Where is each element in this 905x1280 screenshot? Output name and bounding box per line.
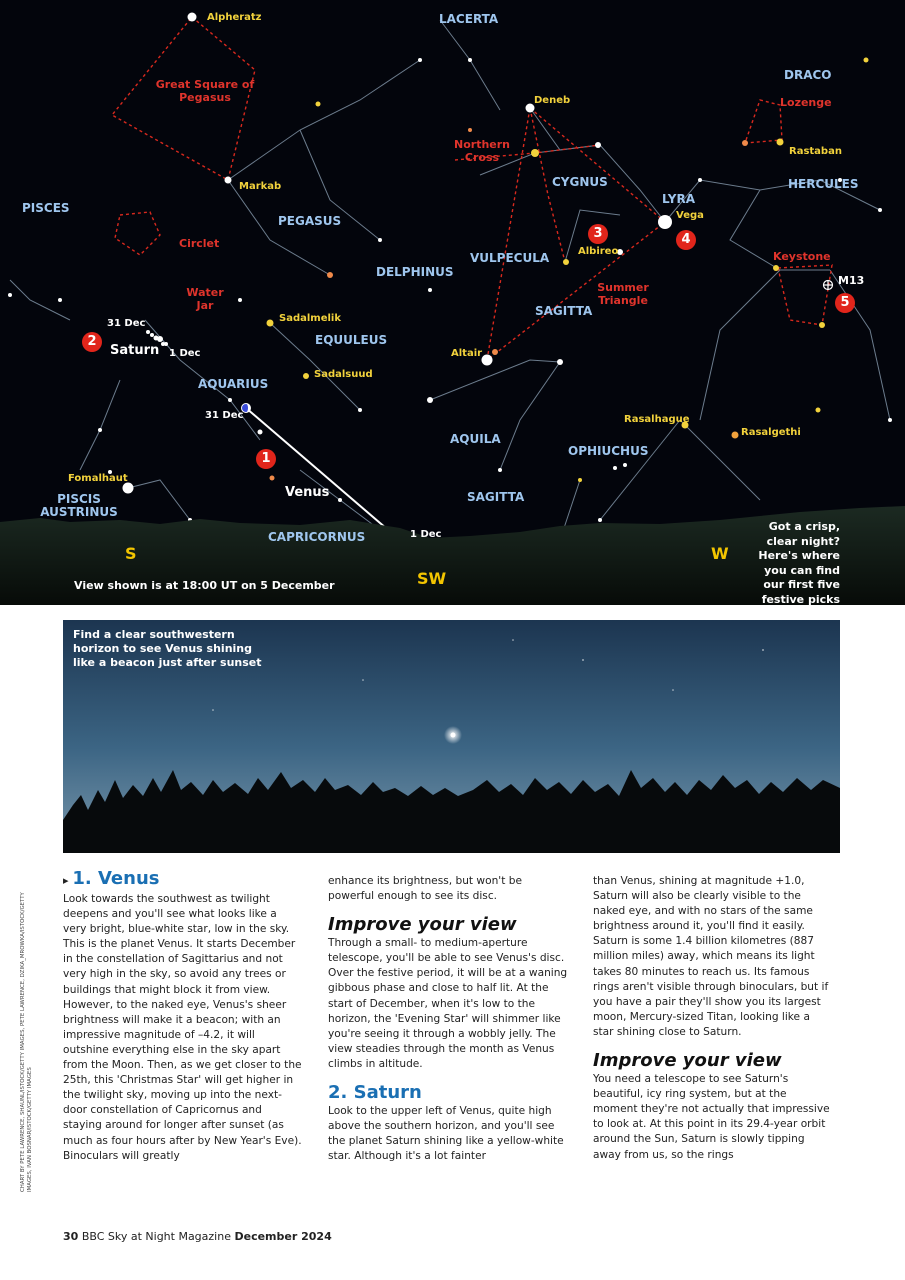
star-sadalsuud: Sadalsuud [314, 369, 373, 380]
asterism-circlet: Circlet [179, 237, 220, 250]
saturn-improve-heading: Improve your view [593, 1050, 782, 1072]
constellation-sagitta-lower: SAGITTA [467, 490, 525, 504]
star-altair: Altair [451, 348, 483, 359]
constellation-sagitta: SAGITTA [535, 304, 593, 318]
star-rasalgethi: Rasalgethi [741, 427, 801, 438]
twilight-photo [63, 620, 840, 853]
chart-caption: View shown is at 18:00 UT on 5 December [74, 579, 335, 592]
issue-date: December 2024 [234, 1230, 332, 1243]
constellation-pegasus: PEGASUS [278, 214, 342, 228]
saturn-body-continued: than Venus, shining at magnitude +1.0, Saturn will also be clearly visible to the naked eye, and with no stars of the same brightness around it, you'll find it easily. Saturn is some 1.4 billion kilometres (887 million miles) away, which means its light takes 80 minutes to reach us. Its famous rings aren't visible through binoculars, but if you have a pair they'll show you its largest moon, Mercury-sized Titan, looking like a star shining close to Saturn. [593, 875, 829, 1038]
star-fomalhaut: Fomalhaut [68, 473, 128, 484]
article-column-1 [63, 868, 303, 1164]
marker-1: 1 [256, 449, 276, 469]
constellation-aquila: AQUILA [450, 432, 501, 446]
heading-arrow-icon: ▸ [63, 874, 73, 887]
constellation-piscis-austrinus: PISCIS AUSTRINUS [40, 492, 118, 519]
star-dots [8, 13, 892, 551]
marker-2: 2 [82, 332, 102, 352]
star-albireo: Albireo [578, 246, 619, 257]
venus-heading-text: 1. Venus [72, 868, 160, 889]
star-markab: Markab [239, 181, 282, 192]
star-vega: Vega [676, 210, 704, 221]
compass-s: S [125, 544, 137, 563]
saturn-label: Saturn [110, 343, 160, 358]
saturn-date-start: 31 Dec [107, 318, 146, 329]
star-rasalhague: Rasalhague [624, 414, 690, 425]
saturn-improve-body: You need a telescope to see Saturn's beautiful, icy ring system, but at the moment they're not actually that impressive to look at. At this point in its 29.4-year orbit around the Sun, Saturn is slowly tipping away from us, so the rings [593, 1073, 830, 1161]
saturn-heading: 2. Saturn [328, 1082, 422, 1104]
venus-body-continued: enhance its brightness, but won't be powerful enough to see its disc. [328, 875, 522, 903]
venus-date-start: 31 Dec [205, 410, 244, 421]
article-column-2 [328, 874, 568, 1164]
venus-body: Look towards the southwest as twilight deepens and you'll see what looks like a very bright, blue-white star, low in the sky. This is the planet Venus. It starts December in the constellation of Sagittarius and not very high in the sky, so avoid any trees or buildings that might block it from view. However, to the naked eye, Venus's sheer brightness will make it a beacon; with an impressive magnitude of –4.2, it will outshine everything else in the sky apart from the Moon. Then, as we get closer to the 25th, this 'Christmas Star' will get higher in the twilight sky, moving up into the next-door constellation of Capricornus and staying around for longer after sunset (as much as four hours after by New Year's Eve). Binoculars will greatly [63, 893, 302, 1162]
marker-5: 5 [835, 293, 855, 313]
constellation-capricornus: CAPRICORNUS [268, 530, 366, 544]
constellation-lines [10, 20, 890, 540]
photo-caption: Find a clear southwestern horizon to see Venus shining like a beacon just after sunset [73, 628, 262, 669]
star-deneb: Deneb [534, 95, 571, 106]
constellation-draco: DRACO [784, 68, 832, 82]
compass-w: W [711, 544, 729, 563]
magazine-name: BBC Sky at Night Magazine [81, 1230, 231, 1243]
article-column-3 [593, 874, 833, 1163]
constellation-cygnus: CYGNUS [552, 175, 608, 189]
chart-callout: Got a crisp, clear night? Here's where you can find our first five festive picks [758, 520, 840, 605]
venus-date-end: 1 Dec [410, 529, 442, 540]
constellation-aquarius: AQUARIUS [198, 377, 269, 391]
star-alpheratz: Alpheratz [207, 12, 262, 23]
asterism-keystone: Keystone [773, 250, 831, 263]
asterism-northern-cross: Northern Cross [454, 138, 510, 164]
marker-4: 4 [676, 230, 696, 250]
asterism-water-jar: Water Jar [186, 286, 224, 312]
constellation-delphinus: DELPHINUS [376, 265, 454, 279]
saturn-body: Look to the upper left of Venus, quite high above the southern horizon, and you'll see the planet Saturn shining like a yellow-white star. Although it's a lot fainter [328, 1105, 564, 1163]
page-number: 30 [63, 1230, 79, 1243]
star-rastaban: Rastaban [789, 146, 842, 157]
marker-3: 3 [588, 224, 608, 244]
constellation-ophiuchus: OPHIUCHUS [568, 444, 649, 458]
constellation-equuleus: EQUULEUS [315, 333, 388, 347]
compass-sw: SW [417, 569, 447, 588]
constellation-vulpecula: VULPECULA [470, 251, 550, 265]
constellation-pisces: PISCES [22, 201, 70, 215]
page-footer [63, 1230, 332, 1243]
venus-label: Venus [285, 485, 330, 500]
constellation-hercules: HERCULES [788, 177, 859, 191]
asterism-summer-triangle: Summer Triangle [597, 281, 649, 307]
venus-improve-heading: Improve your view [328, 914, 517, 936]
asterism-great-square: Great Square of Pegasus [155, 78, 255, 104]
saturn-date-end: 1 Dec [169, 348, 201, 359]
star-sadalmelik: Sadalmelik [279, 313, 341, 324]
photo-credit: CHART BY PETE LAWRENCE, SHAUNL/ISTOCK/GETTY IMAGES, PETE LAWRENCE, DZIKA_MROWKA/ISTOCK/GETTY IMAGES, IVAN BOSNAR/ISTOCK/GETTY IMAGES [20, 892, 33, 1192]
venus-heading [63, 868, 303, 892]
constellation-lacerta: LACERTA [439, 12, 499, 26]
m13-label: M13 [838, 274, 865, 287]
asterism-lozenge: Lozenge [780, 96, 832, 109]
constellation-lyra: LYRA [662, 192, 695, 206]
m13-symbol [823, 280, 833, 290]
star-chart [0, 0, 905, 605]
chart-graphics [0, 0, 905, 605]
venus-improve-body: Through a small- to medium-aperture telescope, you'll be able to see Venus's disc. Over the festive period, it will be at a waning gibbous phase and close to half lit. At the start of December, when it's low to the horizon, the 'Evening Star' will shimmer like you're seeing it through a wobbly jelly. The view steadies through the month as Venus climbs in altitude. [328, 937, 568, 1070]
